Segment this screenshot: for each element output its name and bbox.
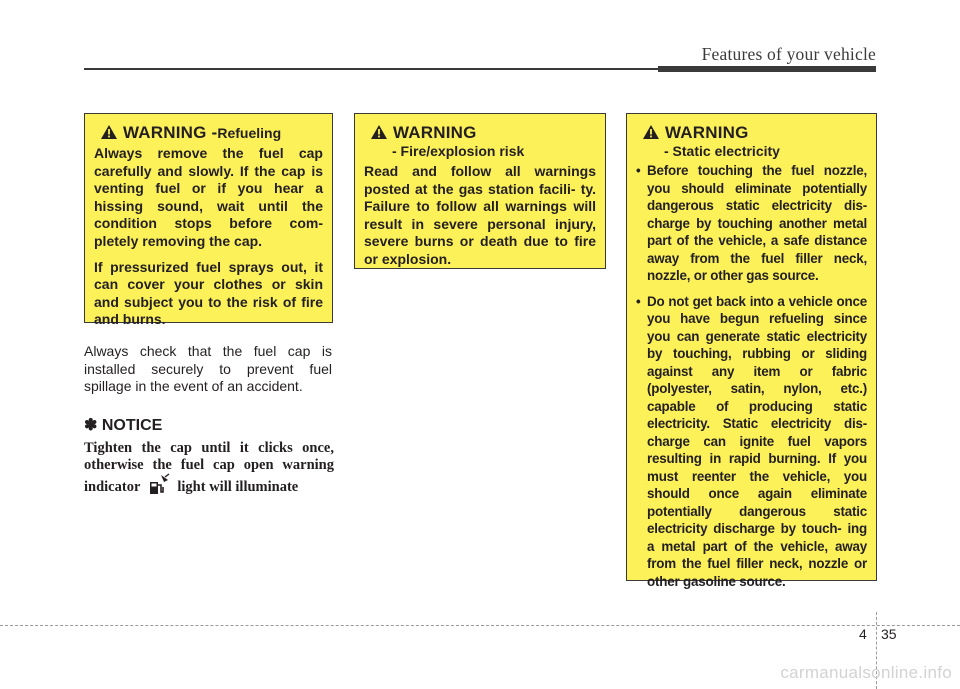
warning-box-fire-explosion xyxy=(354,113,606,269)
bullet-text: Do not get back into a vehicle once you have begun refueling since you can generate static electricity by touching, rubbing or sliding against any item or fabric (polyester, satin, nylon, etc.) capable of producing static electricity. Static electricity dis- charge can ignite fuel vapors resulting in rapid burning. If you must reenter the vehicle, you should once again eliminate potentially dangerous static electricity discharge by touch- ing a metal part of the vehicle, away from the fuel filler neck, nozzle or other gasoline source. xyxy=(647,293,867,589)
bullet-icon: • xyxy=(636,293,641,309)
warning-paragraph: Read and follow all warnings posted at the gas station facili- ty. Failure to follow all warnings will result in severe personal injury, severe burns or death due to fire or explosion. xyxy=(364,163,596,267)
warning-triangle-icon xyxy=(642,124,660,140)
warning-title: WARNING xyxy=(665,123,749,142)
warning-paragraph: Always remove the fuel cap carefully and slowly. If the cap is venting fuel or if you hear a hissing sound, wait until the condition stops before com- pletely removing the cap. xyxy=(94,145,323,249)
chapter-number: 4 xyxy=(859,626,867,642)
warning-triangle-icon xyxy=(370,124,388,140)
warning-box-static-electricity xyxy=(626,113,877,589)
section-title: Features of your vehicle xyxy=(701,44,876,64)
warning-subtitle: - Static electricity xyxy=(664,143,780,159)
warning-title: WARNING xyxy=(393,123,477,142)
header-rule-accent xyxy=(658,66,876,72)
notice-text xyxy=(84,440,334,496)
bullet-icon: • xyxy=(636,163,641,178)
warning-header xyxy=(364,123,596,142)
page-number: 35 xyxy=(881,626,897,642)
warning-paragraph: If pressurized fuel sprays out, it can cover your clothes or skin and subject you to the risk of fire and burns. xyxy=(94,258,323,328)
notice-title: ✽ NOTICE xyxy=(84,417,163,434)
fuel-cap-open-icon xyxy=(148,473,170,495)
footer-rule xyxy=(0,625,960,626)
warning-header xyxy=(94,123,323,142)
list-item xyxy=(636,293,867,591)
warning-subtitle: Refueling xyxy=(217,125,282,141)
bullet-text: Before touching the fuel nozzle, you should eliminate potentially dangerous static electricity dis- charge by touching another metal part of the vehicle, a safe distance away from the fuel filler neck, nozzle, or other gas source. xyxy=(647,163,867,283)
warning-header xyxy=(636,123,867,142)
notice-text-part: Tighten the cap until it clicks once, otherwise the fuel cap open warning indicator xyxy=(84,440,334,495)
body-paragraph: Always check that the fuel cap is installed securely to prevent fuel spillage in the event of an accident. xyxy=(84,343,332,395)
list-item xyxy=(636,162,867,285)
warning-box-refueling xyxy=(84,113,333,328)
notice-text-part: light will illuminate xyxy=(177,479,299,495)
warning-title: WARNING - xyxy=(123,123,218,142)
warning-triangle-icon xyxy=(100,124,118,140)
warning-subtitle: - Fire/explosion risk xyxy=(392,143,525,159)
warning-bullet-list xyxy=(636,162,867,590)
watermark: carmanualsonline.info xyxy=(780,663,952,682)
